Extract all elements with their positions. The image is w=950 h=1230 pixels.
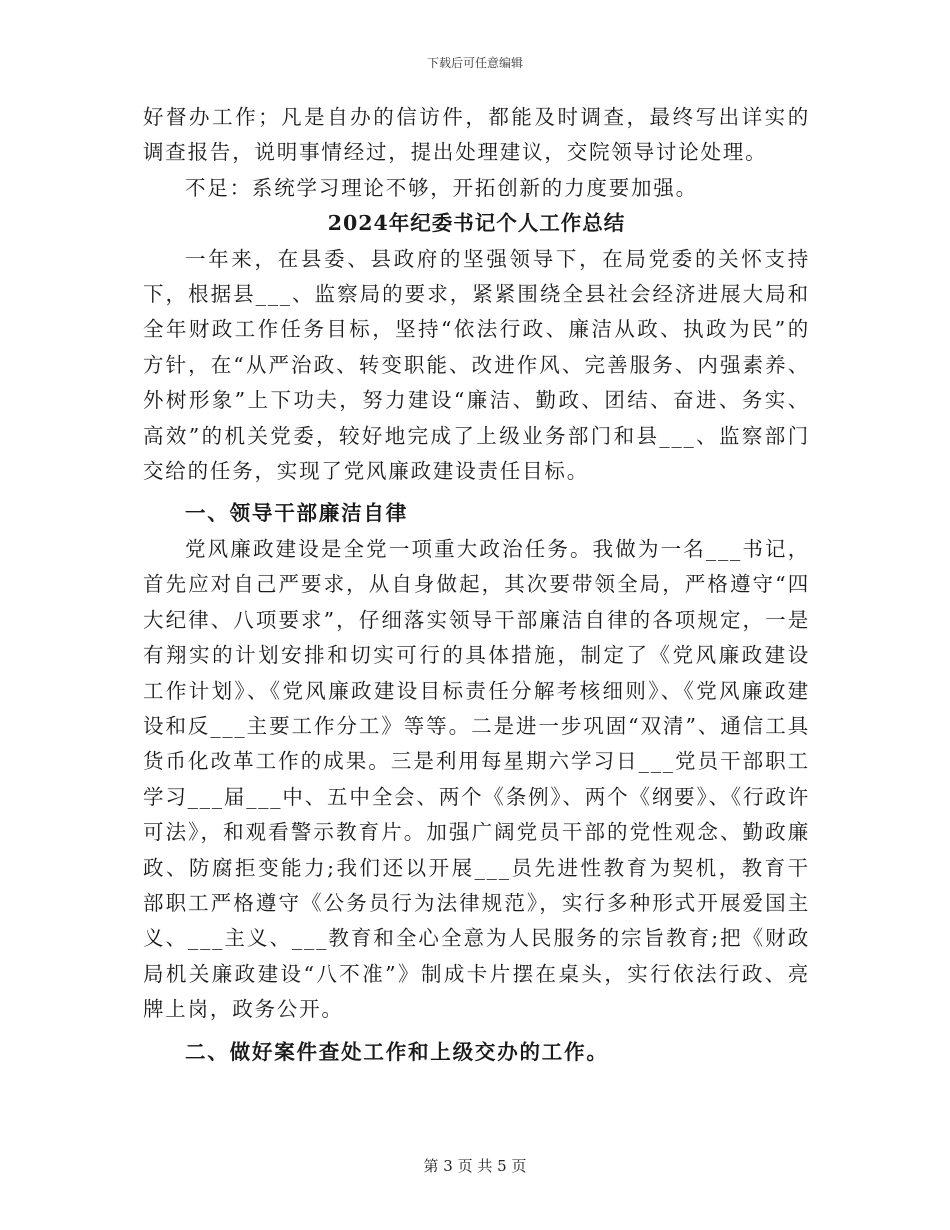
paragraph-continued: 好督办工作；凡是自办的信访件，都能及时调查，最终写出详实的调查报告，说明事情经过，提出处理建议，交院领导讨论处理。 xyxy=(143,105,810,165)
paragraph-intro: 一年来，在县委、县政府的坚强领导下，在局党委的关怀支持下，根据县___、监察局的要求，紧紧围绕全县社会经济进展大局和全年财政工作任务目标，坚持“依法行政、廉洁从政、执政为民”的方针，在“从严治政、转变职能、改进作风、完善服务、内强素养、外树形象”上下功夫，努力建设“廉洁、勤政、团结、奋进、务实、高效”的机关党委，较好地完成了上级业务部门和县___、监察部门交给的任务，实现了党风廉政建设责任目标。 xyxy=(143,246,810,484)
section-heading-2: 二、做好案件查处工作和上级交办的工作。 xyxy=(185,1039,609,1064)
paragraph-section-1: 党风廉政建设是全党一项重大政治任务。我做为一名___书记，首先应对自己严要求，从自身做起，其次要带领全局，严格遵守“四大纪律、八项要求”，仔细落实领导干部廉洁自律的各项规定，一是有翔实的计划安排和切实可行的具体措施，制定了《党风廉政建设工作计划》、《党风廉政建设目标责任分解考核细则》、《党风廉政建设和反___主要工作分工》等等。二是进一步巩固“双清”、通信工具货币化改革工作的成果。三是利用每星期六学习日___党员干部职工学习___届___中、五中全会、两个《条例》、两个《纲要》、《行政许可法》，和观看警示教育片。加强广阔党员干部的党性观念、勤政廉政、防腐拒变能力;我们还以开展___员先进性教育为契机，教育干部职工严格遵守《公务员行为法律规范》，实行多种形式开展爱国主义、___主义、___教育和全心全意为人民服务的宗旨教育;把《财政局机关廉政建设“八不准”》制成卡片摆在桌头，实行依法行政、亮牌上岗，政务公开。 xyxy=(143,536,810,1022)
page-number: 第 3 页 共 5 页 xyxy=(423,1157,527,1175)
document-title: 2024年纪委书记个人工作总结 xyxy=(327,211,626,236)
paragraph-shortcoming: 不足：系统学习理论不够，开拓创新的力度要加强。 xyxy=(185,175,698,200)
section-heading-1: 一、领导干部廉洁自律 xyxy=(185,501,408,526)
document-body xyxy=(143,100,810,1070)
page-header-note: 下载后可任意编辑 xyxy=(426,56,523,70)
